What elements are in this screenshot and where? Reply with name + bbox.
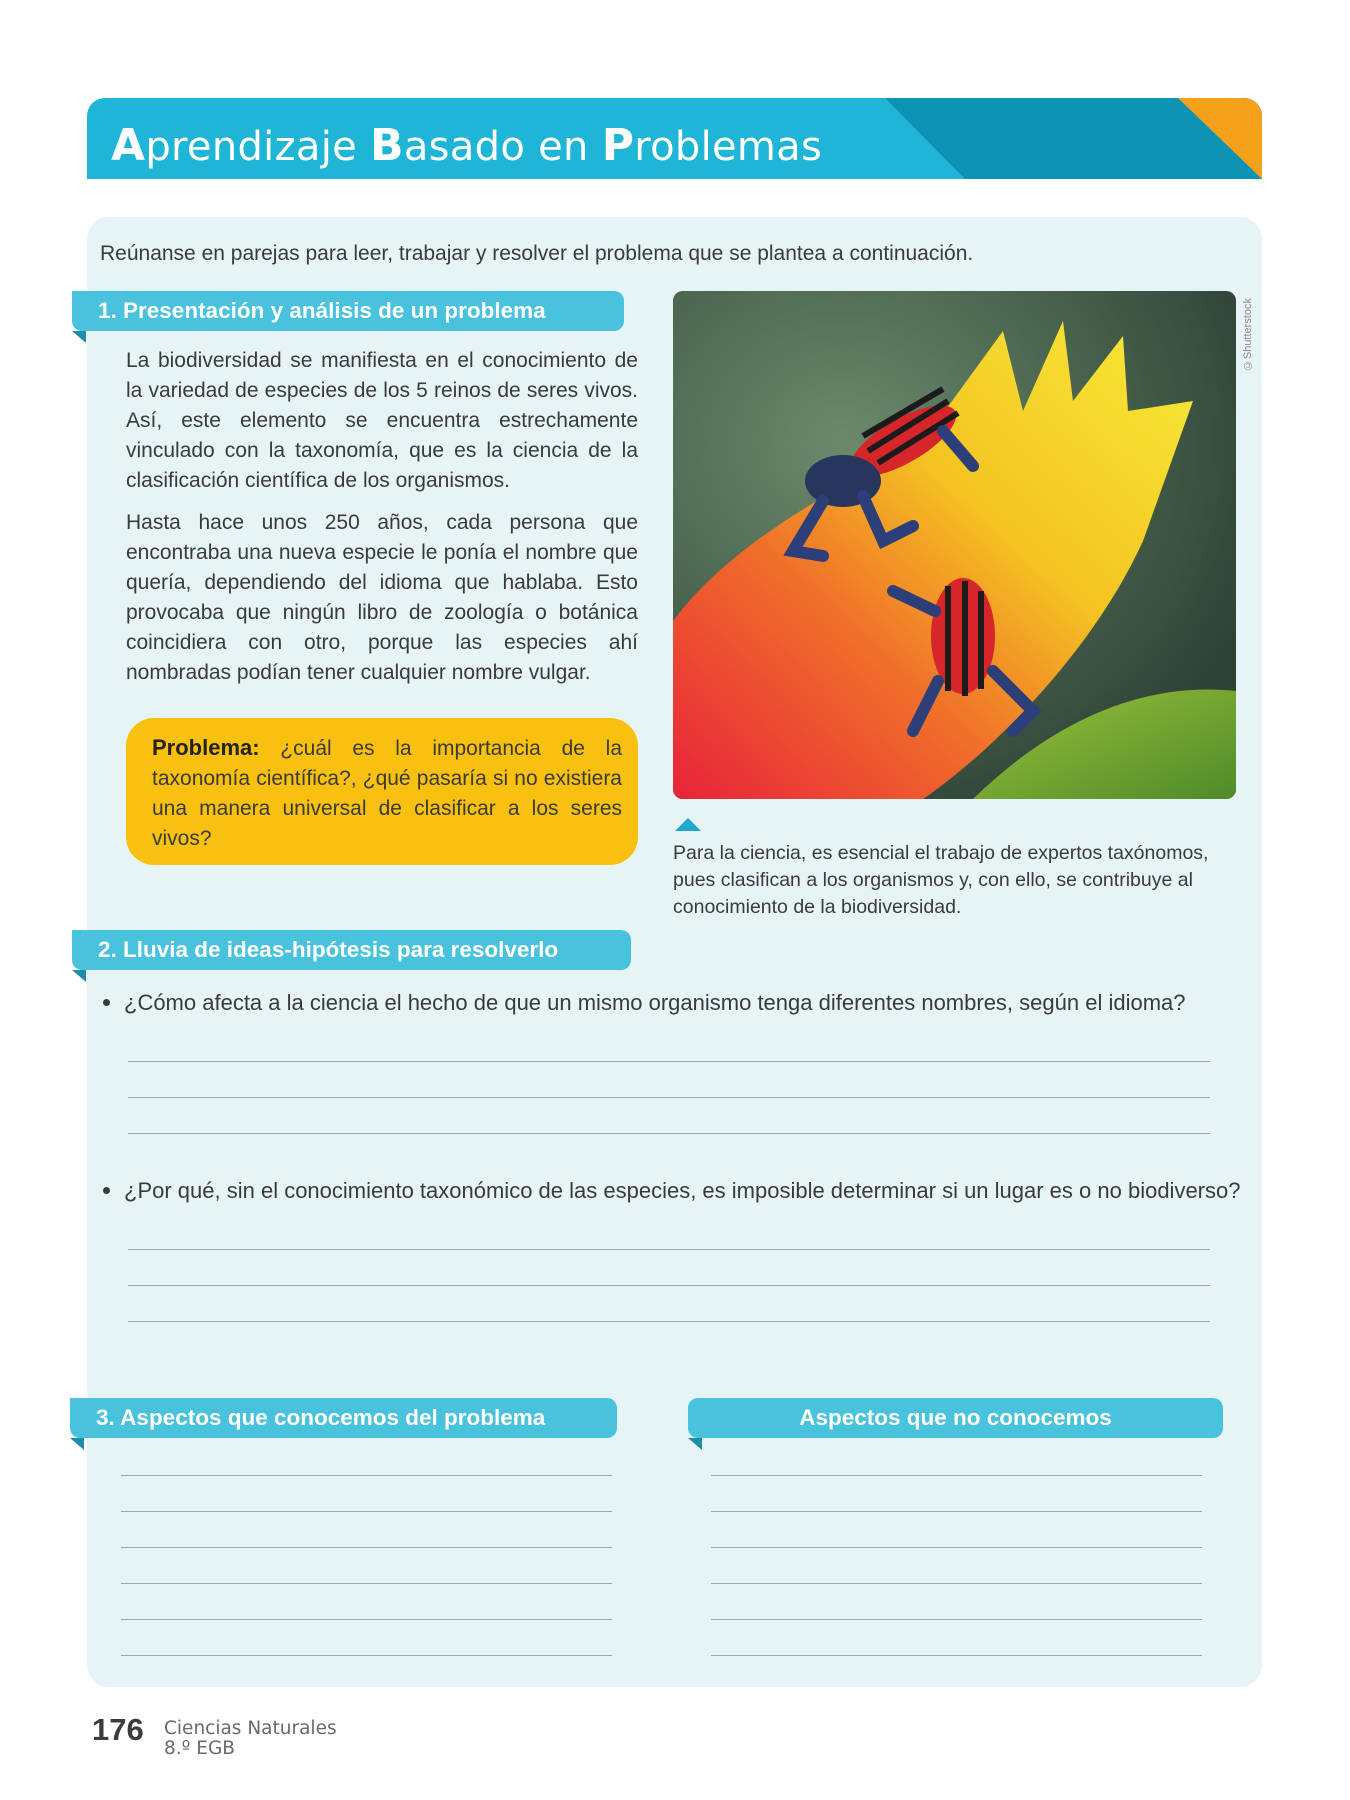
section3-heading-unknown: Aspectos que no conocemos bbox=[688, 1398, 1223, 1438]
section1-paragraph-1: La biodiversidad se manifiesta en el conocimiento de la variedad de especies de los 5 reinos de seres vivos. Así, este elemento se encuentra estrechamente vinculado con la taxonomía, que es la ciencia de la clasificación científica de los organismos. bbox=[126, 349, 638, 492]
frog-photo bbox=[673, 291, 1236, 799]
title-word-3: roblemas bbox=[634, 124, 823, 170]
page-number: 176 bbox=[92, 1712, 144, 1747]
unknown-line[interactable] bbox=[711, 1475, 1202, 1476]
title-initial-p: P bbox=[601, 120, 635, 171]
problem-box bbox=[126, 718, 638, 865]
unknown-line[interactable] bbox=[711, 1547, 1202, 1548]
section1-heading: 1. Presentación y análisis de un problema bbox=[72, 291, 624, 331]
section1-paragraph-2: Hasta hace unos 250 años, cada persona que encontraba una nueva especie le ponía el nombre que quería, dependiendo del idioma que hablaba. Esto provocaba que ningún libro de zoología o botánica coincidiera con otro, porque las especies ahí nombradas podían tener cualquier nombre vulgar. bbox=[126, 511, 638, 684]
dua-title: DUA bbox=[1051, 12, 1109, 42]
answer-line[interactable] bbox=[128, 1321, 1210, 1322]
answer-line[interactable] bbox=[128, 1133, 1210, 1134]
grade-label: 8.º EGB bbox=[164, 1738, 235, 1759]
answer-line[interactable] bbox=[128, 1249, 1210, 1250]
title-initial-a: A bbox=[111, 120, 146, 171]
answer-line[interactable] bbox=[128, 1061, 1210, 1062]
unknown-line[interactable] bbox=[711, 1511, 1202, 1512]
dua-subtitle: Participación bbox=[1014, 45, 1146, 68]
frog-illustration bbox=[673, 291, 1236, 799]
unknown-line[interactable] bbox=[711, 1583, 1202, 1584]
subject-name: Ciencias Naturales bbox=[164, 1718, 337, 1739]
bullet-icon bbox=[103, 999, 110, 1006]
known-line[interactable] bbox=[121, 1619, 612, 1620]
question-1 bbox=[103, 990, 1186, 1016]
title-word-2: asado en bbox=[403, 124, 602, 170]
bullet-icon bbox=[103, 1187, 110, 1194]
question-1-text: ¿Cómo afecta a la ciencia el hecho de que un mismo organismo tenga diferentes nombres, según el idioma? bbox=[124, 990, 1186, 1015]
problem-label: Problema: bbox=[152, 735, 260, 760]
intro-instruction: Reúnanse en parejas para leer, trabajar y resolver el problema que se plantea a continuación. bbox=[100, 242, 974, 265]
known-line[interactable] bbox=[121, 1583, 612, 1584]
problem-text: ¿cuál es la importancia de la taxonomía científica?, ¿qué pasaría si no existiera una manera universal de clasificar a los seres vivos? bbox=[152, 737, 622, 850]
answer-line[interactable] bbox=[128, 1285, 1210, 1286]
title-word-1: prendizaje bbox=[145, 124, 371, 170]
dua-label bbox=[890, 12, 1270, 69]
answer-line[interactable] bbox=[128, 1097, 1210, 1098]
unknown-line[interactable] bbox=[711, 1619, 1202, 1620]
photo-credit: ©Shutterstock bbox=[1242, 298, 1254, 372]
known-line[interactable] bbox=[121, 1655, 612, 1656]
caption-triangle-icon bbox=[675, 818, 701, 831]
unknown-line[interactable] bbox=[711, 1655, 1202, 1656]
section3-heading-known: 3. Aspectos que conocemos del problema bbox=[70, 1398, 617, 1438]
footer-subject bbox=[164, 1719, 337, 1759]
page-title bbox=[111, 120, 822, 171]
known-line[interactable] bbox=[121, 1547, 612, 1548]
question-2-text: ¿Por qué, sin el conocimiento taxonómico de las especies, es imposible determinar si un lugar es o no biodiverso? bbox=[124, 1178, 1241, 1203]
known-line[interactable] bbox=[121, 1511, 612, 1512]
known-line[interactable] bbox=[121, 1475, 612, 1476]
header-banner bbox=[87, 98, 1262, 179]
section2-heading: 2. Lluvia de ideas-hipótesis para resolverlo bbox=[72, 930, 631, 970]
photo-caption: Para la ciencia, es esencial el trabajo de expertos taxónomos, pues clasifican a los organismos y, con ello, se contribuye al conocimiento de la biodiversidad. bbox=[673, 842, 1209, 918]
question-2 bbox=[103, 1178, 1240, 1204]
title-initial-b: B bbox=[370, 120, 404, 171]
